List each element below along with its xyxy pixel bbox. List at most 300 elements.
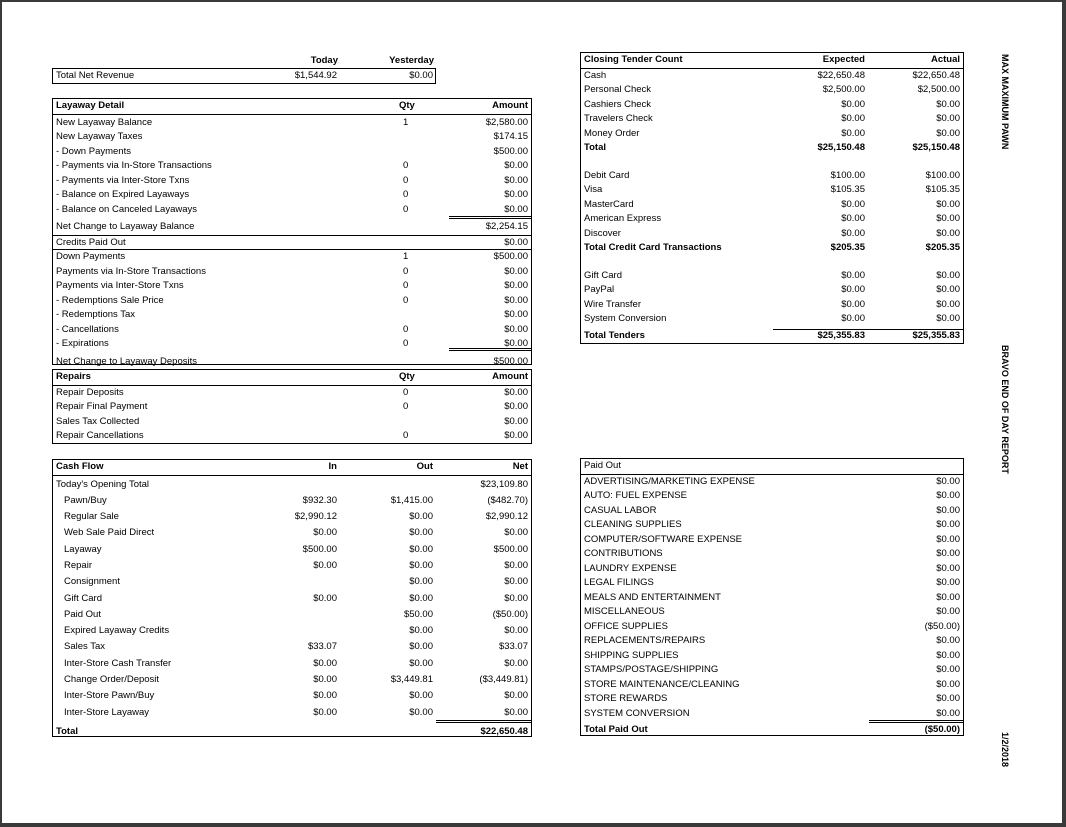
revenue-table — [52, 68, 436, 84]
row-qty: 1 — [403, 116, 409, 128]
cashflow-row — [53, 607, 531, 623]
cashflow-body — [53, 475, 531, 740]
row-out: $0.00 — [409, 592, 433, 604]
credits-value: $0.00 — [504, 236, 528, 248]
paidout-table — [580, 458, 964, 736]
layaway-row — [53, 188, 531, 203]
row-net: $0.00 — [504, 559, 528, 571]
tender-total3 — [581, 329, 963, 344]
row-label: MEALS AND ENTERTAINMENT — [584, 591, 721, 603]
row-amount: $500.00 — [493, 145, 528, 157]
row-label: - Payments via In-Store Transactions — [56, 160, 212, 171]
row-expected: $0.00 — [841, 113, 865, 124]
layaway-row — [53, 159, 531, 174]
row-label: - Expirations — [56, 338, 109, 349]
cashflow-row — [53, 542, 531, 558]
paidout-row — [581, 678, 963, 693]
row-amount: $0.00 — [936, 693, 960, 704]
row-amount: $0.00 — [504, 280, 528, 291]
row-label: OFFICE SUPPLIES — [584, 620, 668, 632]
report-page — [2, 2, 1062, 823]
opening-value: $23,109.80 — [480, 478, 528, 490]
row-expected: $0.00 — [841, 269, 865, 281]
row-label: Expired Layaway Credits — [64, 625, 170, 637]
row-label: - Down Payments — [56, 145, 131, 157]
row-amount: $0.00 — [936, 504, 960, 516]
row-actual: $0.00 — [936, 198, 960, 210]
cashflow-title: Cash Flow — [56, 461, 104, 472]
row-amount: $0.00 — [936, 562, 960, 574]
row-label: Repair Final Payment — [56, 401, 148, 412]
row-label: Personal Check — [584, 84, 652, 95]
row-label: Pawn/Buy — [64, 494, 107, 506]
row-out: $50.00 — [403, 608, 433, 620]
row-expected: $0.00 — [841, 98, 865, 110]
layaway-title: Layaway Detail — [56, 100, 125, 111]
row-actual: $0.00 — [936, 98, 960, 110]
paidout-row — [581, 504, 963, 519]
row-amount: $0.00 — [936, 548, 960, 559]
net-balance-label: Net Change to Layaway Balance — [56, 221, 195, 232]
double-rule — [436, 720, 532, 723]
layaway-col-amount: Amount — [492, 100, 528, 111]
row-label: STORE MAINTENANCE/CLEANING — [584, 678, 740, 690]
row-label: Discover — [584, 227, 621, 239]
cashflow-total-value: $22,650.48 — [480, 725, 528, 737]
row-label: Sales Tax Collected — [56, 415, 140, 427]
row-label: Cash — [584, 69, 607, 81]
total3-expected: $25,355.83 — [817, 329, 865, 341]
repairs-row — [53, 415, 531, 430]
report-date: 1/2/2018 — [1000, 732, 1010, 768]
row-label: Repair Deposits — [56, 386, 124, 398]
total1-actual: $25,150.48 — [912, 142, 960, 153]
row-expected: $0.00 — [841, 284, 865, 295]
row-amount: $0.00 — [504, 189, 528, 200]
tender-row — [581, 198, 963, 213]
paidout-row — [581, 489, 963, 504]
row-label: Repair Cancellations — [56, 430, 144, 441]
cashflow-row — [53, 558, 531, 574]
row-label: Down Payments — [56, 251, 126, 262]
row-amount: $174.15 — [493, 131, 528, 142]
tender-body — [581, 68, 963, 344]
row-amount: $0.00 — [504, 386, 528, 398]
tender-row — [581, 312, 963, 327]
row-amount: $0.00 — [936, 591, 960, 603]
paidout-row — [581, 663, 963, 678]
repairs-title: Repairs — [56, 371, 91, 382]
row-amount: $0.00 — [504, 265, 528, 277]
tender-col-actual: Actual — [930, 54, 960, 65]
total2-label: Total Credit Card Transactions — [584, 242, 722, 253]
row-label: Consignment — [64, 576, 120, 588]
tender-row — [581, 127, 963, 142]
credits-label: Credits Paid Out — [56, 236, 126, 248]
row-amount: $0.00 — [504, 309, 528, 320]
paidout-title: Paid Out — [584, 460, 621, 471]
row-label: - Redemptions Tax — [56, 309, 136, 320]
row-net: $33.07 — [498, 641, 528, 653]
row-label: Debit Card — [584, 169, 630, 181]
paidout-row — [581, 707, 963, 722]
row-label: ADVERTISING/MARKETING EXPENSE — [584, 475, 755, 487]
row-qty: 0 — [403, 160, 409, 171]
double-rule — [869, 720, 964, 723]
net-deposits-label: Net Change to Layaway Deposits — [56, 355, 197, 367]
row-expected: $105.35 — [830, 184, 865, 195]
row-label: Gift Card — [584, 269, 623, 281]
row-net: ($482.70) — [487, 494, 528, 506]
row-qty: 0 — [403, 323, 409, 335]
paidout-row — [581, 591, 963, 606]
row-label: New Layaway Taxes — [56, 131, 143, 142]
layaway-rows — [53, 114, 531, 218]
paidout-total-row — [581, 723, 963, 738]
total3-actual: $25,355.83 — [912, 329, 960, 341]
layaway-row — [53, 130, 531, 145]
tender-row — [581, 269, 963, 284]
col-today: Today — [310, 55, 338, 66]
row-amount: $0.00 — [504, 323, 528, 335]
tender-col-expected: Expected — [822, 54, 865, 65]
row-expected: $0.00 — [841, 313, 865, 324]
repairs-rows — [53, 385, 531, 444]
cashflow-row — [53, 509, 531, 525]
row-qty: 0 — [403, 280, 409, 291]
row-amount: $0.00 — [936, 664, 960, 675]
row-net: $0.00 — [504, 527, 528, 539]
row-label: New Layaway Balance — [56, 116, 153, 128]
row-label: Inter-Store Cash Transfer — [64, 657, 172, 669]
row-out: $3,449.81 — [390, 674, 433, 686]
row-actual: $0.00 — [936, 269, 960, 281]
row-net: ($50.00) — [492, 608, 528, 620]
row-qty: 0 — [403, 401, 409, 412]
row-out: $0.00 — [409, 657, 433, 669]
tender-row — [581, 98, 963, 113]
row-net: $0.00 — [504, 576, 528, 588]
total1-expected: $25,150.48 — [817, 142, 865, 153]
row-actual: $105.35 — [925, 184, 960, 195]
paidout-total-label: Total Paid Out — [584, 724, 648, 735]
row-out: $0.00 — [409, 543, 433, 555]
row-label: Repair — [64, 559, 92, 571]
row-net: $0.00 — [504, 625, 528, 637]
layaway-row — [53, 250, 531, 265]
tender-total1 — [581, 141, 963, 156]
row-amount: $0.00 — [936, 519, 960, 530]
row-qty: 0 — [403, 294, 409, 306]
cashflow-row — [53, 672, 531, 688]
row-amount: $0.00 — [936, 533, 960, 545]
paidout-rows — [581, 474, 963, 722]
row-label: Visa — [584, 184, 603, 195]
row-label: Change Order/Deposit — [64, 674, 160, 686]
row-qty: 0 — [403, 430, 409, 441]
row-amount: $500.00 — [493, 251, 528, 262]
row-amount: $0.00 — [504, 401, 528, 412]
row-amount: $0.00 — [504, 430, 528, 441]
row-amount: $0.00 — [504, 174, 528, 186]
row-label: System Conversion — [584, 313, 667, 324]
row-in: $0.00 — [313, 527, 337, 539]
credits-paid-out — [53, 235, 531, 250]
tender-title: Closing Tender Count — [584, 54, 683, 65]
row-amount: $0.00 — [504, 203, 528, 215]
layaway-row — [53, 294, 531, 309]
row-actual: $0.00 — [936, 213, 960, 224]
row-label: Web Sale Paid Direct — [64, 527, 155, 539]
row-label: STAMPS/POSTAGE/SHIPPING — [584, 664, 719, 675]
row-qty: 0 — [403, 203, 409, 215]
revenue-row — [53, 69, 435, 83]
revenue-header — [52, 54, 436, 68]
row-out: $0.00 — [409, 527, 433, 539]
row-net: $500.00 — [493, 543, 528, 555]
cashflow-row — [53, 591, 531, 607]
row-label: Cashiers Check — [584, 98, 652, 110]
repairs-col-qty: Qty — [399, 371, 415, 382]
row-label: Sales Tax — [64, 641, 106, 653]
row-net: $0.00 — [504, 690, 528, 702]
double-rule — [449, 348, 532, 351]
row-out: $0.00 — [409, 625, 433, 637]
row-in: $0.00 — [313, 592, 337, 604]
double-rule — [449, 216, 532, 219]
row-amount: $0.00 — [936, 649, 960, 661]
row-expected: $0.00 — [841, 198, 865, 210]
tender-row — [581, 83, 963, 98]
cashflow-row — [53, 623, 531, 639]
row-label: Paid Out — [64, 608, 101, 620]
repairs-row — [53, 400, 531, 415]
row-actual: $2,500.00 — [917, 84, 960, 95]
tender-total-rule — [773, 329, 964, 330]
row-label: Travelers Check — [584, 113, 653, 124]
row-amount: $2,580.00 — [485, 116, 528, 128]
total3-label: Total Tenders — [584, 329, 645, 341]
row-actual: $0.00 — [936, 127, 960, 139]
row-in: $500.00 — [302, 543, 337, 555]
tender-group-cash — [581, 69, 963, 142]
row-label: - Balance on Canceled Layaways — [56, 203, 198, 215]
tender-row — [581, 69, 963, 84]
row-label: COMPUTER/SOFTWARE EXPENSE — [584, 533, 742, 545]
paidout-row — [581, 605, 963, 620]
cashflow-total-row — [53, 725, 531, 740]
layaway-row — [53, 203, 531, 218]
row-out: $0.00 — [409, 706, 433, 718]
row-expected: $0.00 — [841, 227, 865, 239]
layaway-row — [53, 279, 531, 294]
row-out: $0.00 — [409, 690, 433, 702]
layaway-net-balance — [53, 220, 531, 235]
row-label: - Balance on Expired Layaways — [56, 189, 190, 200]
cashflow-row — [53, 705, 531, 721]
row-label: REPLACEMENTS/REPAIRS — [584, 635, 706, 646]
row-label: - Redemptions Sale Price — [56, 294, 164, 306]
row-in: $932.30 — [302, 494, 337, 506]
row-amount: $0.00 — [936, 678, 960, 690]
row-label: CLEANING SUPPLIES — [584, 519, 682, 530]
row-net: $2,990.12 — [485, 511, 528, 523]
total1-label: Total — [584, 142, 606, 153]
tender-row — [581, 298, 963, 313]
layaway-header — [53, 99, 531, 114]
row-label: American Express — [584, 213, 662, 224]
row-net: $0.00 — [504, 706, 528, 718]
opening-label: Today's Opening Total — [56, 478, 150, 490]
row-qty: 0 — [403, 386, 409, 398]
row-label: Gift Card — [64, 592, 103, 604]
layaway-row — [53, 265, 531, 280]
row-label: Payments via In-Store Transactions — [56, 265, 206, 277]
tender-group-cards — [581, 169, 963, 242]
row-expected: $22,650.48 — [817, 69, 865, 81]
paidout-row — [581, 649, 963, 664]
row-expected: $100.00 — [830, 169, 865, 181]
layaway-row — [53, 308, 531, 323]
row-in: $0.00 — [313, 690, 337, 702]
row-amount: $0.00 — [936, 490, 960, 501]
row-in: $0.00 — [313, 559, 337, 571]
layaway-row — [53, 323, 531, 338]
tender-table — [580, 52, 964, 344]
paidout-row — [581, 620, 963, 635]
row-label: - Cancellations — [56, 323, 119, 335]
layaway-row — [53, 145, 531, 160]
tender-row — [581, 183, 963, 198]
tender-header — [581, 53, 963, 68]
row-expected: $2,500.00 — [822, 84, 865, 95]
revenue-label: Total Net Revenue — [56, 70, 135, 81]
cashflow-total-label: Total — [56, 725, 78, 737]
row-label: Money Order — [584, 127, 640, 139]
cashflow-col-in: In — [328, 461, 337, 472]
col-yesterday: Yesterday — [389, 55, 434, 66]
tender-row — [581, 112, 963, 127]
tender-row — [581, 283, 963, 298]
row-out: $0.00 — [409, 576, 433, 588]
cashflow-col-net: Net — [512, 461, 528, 472]
company-name: MAX MAXIMUM PAWN — [1000, 54, 1010, 150]
tender-total2 — [581, 241, 963, 256]
paidout-row — [581, 518, 963, 533]
row-qty: 0 — [403, 174, 409, 186]
row-out: $0.00 — [409, 559, 433, 571]
tender-row — [581, 227, 963, 242]
paidout-row — [581, 475, 963, 490]
row-label: CASUAL LABOR — [584, 504, 657, 516]
repairs-table — [52, 369, 532, 444]
row-out: $0.00 — [409, 511, 433, 523]
cashflow-rows — [53, 493, 531, 721]
cashflow-row — [53, 688, 531, 704]
row-label: AUTO: FUEL EXPENSE — [584, 490, 687, 501]
row-label: STORE REWARDS — [584, 693, 668, 704]
layaway-rows2 — [53, 249, 531, 352]
row-actual: $22,650.48 — [912, 69, 960, 81]
row-label: Wire Transfer — [584, 298, 642, 310]
revenue-yesterday: $0.00 — [409, 70, 433, 81]
row-net: $0.00 — [504, 592, 528, 604]
cashflow-row — [53, 493, 531, 509]
row-label: - Payments via Inter-Store Txns — [56, 174, 190, 186]
repairs-header — [53, 370, 531, 385]
tender-group-other — [581, 269, 963, 327]
paidout-row — [581, 562, 963, 577]
row-label: SYSTEM CONVERSION — [584, 707, 690, 719]
layaway-net-deposits — [53, 355, 531, 370]
row-in: $2,990.12 — [294, 511, 337, 523]
row-qty: 0 — [403, 265, 409, 277]
row-qty: 0 — [403, 338, 409, 349]
layaway-row — [53, 116, 531, 131]
cashflow-table — [52, 459, 532, 737]
net-balance-value: $2,254.15 — [485, 221, 528, 232]
paidout-row — [581, 547, 963, 562]
row-in: $0.00 — [313, 706, 337, 718]
row-qty: 0 — [403, 189, 409, 200]
cashflow-row — [53, 574, 531, 590]
row-in: $33.07 — [307, 641, 337, 653]
paidout-row — [581, 533, 963, 548]
cashflow-row — [53, 639, 531, 655]
total2-expected: $205.35 — [830, 242, 865, 253]
row-amount: $0.00 — [504, 294, 528, 306]
cashflow-header — [53, 460, 531, 475]
tender-row — [581, 212, 963, 227]
row-label: LAUNDRY EXPENSE — [584, 562, 677, 574]
row-actual: $0.00 — [936, 284, 960, 295]
row-label: MasterCard — [584, 198, 634, 210]
paidout-row — [581, 576, 963, 591]
row-label: CONTRIBUTIONS — [584, 548, 663, 559]
row-label: Inter-Store Layaway — [64, 706, 150, 718]
row-label: Inter-Store Pawn/Buy — [64, 690, 155, 702]
row-label: Payments via Inter-Store Txns — [56, 280, 184, 291]
layaway-col-qty: Qty — [399, 100, 415, 111]
row-expected: $0.00 — [841, 127, 865, 139]
row-label: MISCELLANEOUS — [584, 606, 665, 617]
row-net: ($3,449.81) — [479, 674, 528, 686]
layaway-row — [53, 174, 531, 189]
row-in: $0.00 — [313, 657, 337, 669]
row-label: Layaway — [64, 543, 102, 555]
total2-actual: $205.35 — [925, 242, 960, 253]
row-amount: $0.00 — [936, 606, 960, 617]
row-amount: ($50.00) — [924, 620, 960, 632]
paidout-total-value: ($50.00) — [924, 724, 960, 735]
row-amount: $0.00 — [936, 707, 960, 719]
row-in: $0.00 — [313, 674, 337, 686]
cashflow-row — [53, 656, 531, 672]
cashflow-row — [53, 525, 531, 541]
row-label: SHIPPING SUPPLIES — [584, 649, 679, 661]
row-actual: $0.00 — [936, 313, 960, 324]
row-out: $1,415.00 — [390, 494, 433, 506]
row-amount: $0.00 — [504, 338, 528, 349]
row-expected: $0.00 — [841, 213, 865, 224]
repairs-row — [53, 386, 531, 401]
row-actual: $0.00 — [936, 227, 960, 239]
paidout-row — [581, 692, 963, 707]
cashflow-col-out: Out — [416, 461, 433, 472]
row-label: Regular Sale — [64, 511, 119, 523]
revenue-today: $1,544.92 — [294, 70, 337, 81]
net-deposits-value: $500.00 — [493, 355, 528, 367]
